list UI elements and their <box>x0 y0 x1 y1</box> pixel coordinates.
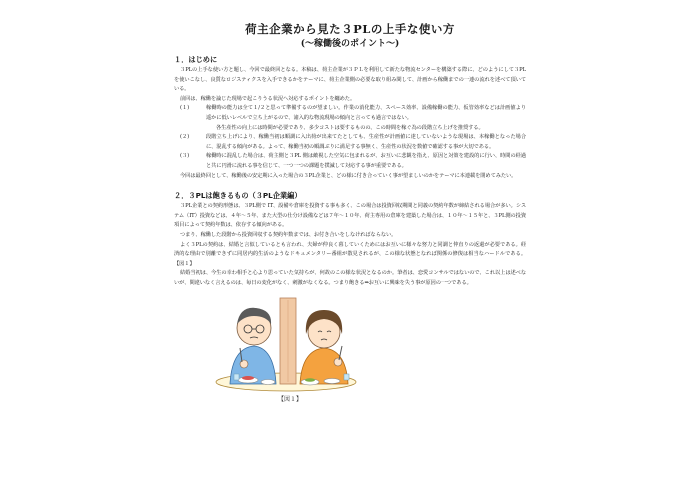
section2-paragraph: よく３PLの契約は、結婚と言似しているとも言われ、夫婦が仲良く暮していくためにはお互いに様々な努力と同調と仲直りの返還が必要である。経済的な理由で別離できずに同居内的生活のようなドキュメンタリー番組が散見されるが、この様な状態となれば関係の修復は相当なハードルである。【図１】 <box>174 241 526 267</box>
couple-illustration <box>214 292 364 396</box>
list-item-number: (１) <box>180 105 190 112</box>
section2-paragraph: つまり、稼働した段階から投資回収する契約年数までは、お付き合いをしなければならない。 <box>180 231 397 238</box>
section2-heading: ２．３PLは飽きるもの（３PL企業編） <box>174 191 302 201</box>
section1-intro2: 前回は、稼働を論じた現場で起こりうる状況へ対応するポイントを纏めた。 <box>180 95 356 102</box>
section1-closing: 今回は最終回として、稼働後の安定期に入った場合の３PL企業と、どの様に付き合っていく事が望ましいのかをテーマに本連載を閉めてみたい。 <box>180 172 517 179</box>
section1-intro: ３PLの上手な使い方と題し、今回で最終回となる。本稿は、荷主企業が３ＰＬを利用して新たな物流センターを構築する際に、どのようにして３PLを使いこなし、良質なロジスティクスを入手できるかをテーマに、荷主企業側の必要な取り組み間して、計画から稼働までの一連の流れを述べて頂いている。 <box>174 67 526 93</box>
section2-paragraph: ３PL企業との契約形態は、３PL側で IT、設備や倉庫を投資する事も多く、この場合は投資回収期間と同義の契約年数が締結される場合が多い。システム（IT）投資などは、４年〜５年、また大型の仕分け設備などは７年〜１０年、荷主専用の倉庫を建築した場合は、１０年〜１５年と、３PL側の投資項目によって契約年数は、依存する傾向がある。 <box>174 203 526 229</box>
list-item-number: (２) <box>180 134 190 141</box>
list-item-note: 各生産性の向上には時間が必要であり、多少コストは要するものの、この時間を稼ぐ為の段階立ち上げを推奨する。 <box>216 124 484 131</box>
list-item-number: (３) <box>180 153 190 160</box>
list-item-text: 段階立ち上げにより、稼働当初は順調に入出荷が出来てたとしても、生産性が計画値に達していないような現場は、本稼働となった場合に、混乱する傾向がある。よって、稼働当初の順調ぶりに満足する事無く、生産性の状況を数値で確認する事が大切である。 <box>206 134 526 150</box>
document-page <box>174 22 526 404</box>
document-title: 荷主企業から見た３PLの上手な使い方 <box>245 22 455 36</box>
section1-heading: １．はじめに <box>174 55 218 64</box>
document-subtitle: (〜稼働後のポイント〜) <box>300 39 400 49</box>
list-item-text: 稼働時に混乱した場合は、荷主側と３PL 側は敵視した空気に包まれるが、お互いに悲観を指え、原因と対策を建設的に行い、時間の経過と共に円滑に流れる事を信じて、一つ一つの課題を撲滅して対応する事が重要である。 <box>206 153 526 169</box>
list-item <box>174 104 526 123</box>
figure-1 <box>214 292 364 404</box>
section2-paragraph: 結婚当初は、今生の幸わ相手と心より思っていた気持ちが、何故のこの様な状況となるのか。筆者は、恋愛コンサルではないので、これ以上は述べないが、間違いなく言えるのは、毎日の変化がなく、刺激がなくなる。つまり飽きる⇒お互いに興味を失う事が原因の一つである。 <box>174 270 526 286</box>
list-item <box>174 133 526 152</box>
list-item <box>174 152 526 171</box>
figure-caption: 【図１】 <box>278 396 303 404</box>
list-item-text: 稼働時の能力は全て１/２と思って準備するのが望ましい。作業の消化能力、スペース効率、設備稼働の能力、仮管効率などは計画値より遥かに低いレベルで立ち上がるので、諸入的な物流現場の傾向と言っても過言ではない。 <box>206 105 526 121</box>
